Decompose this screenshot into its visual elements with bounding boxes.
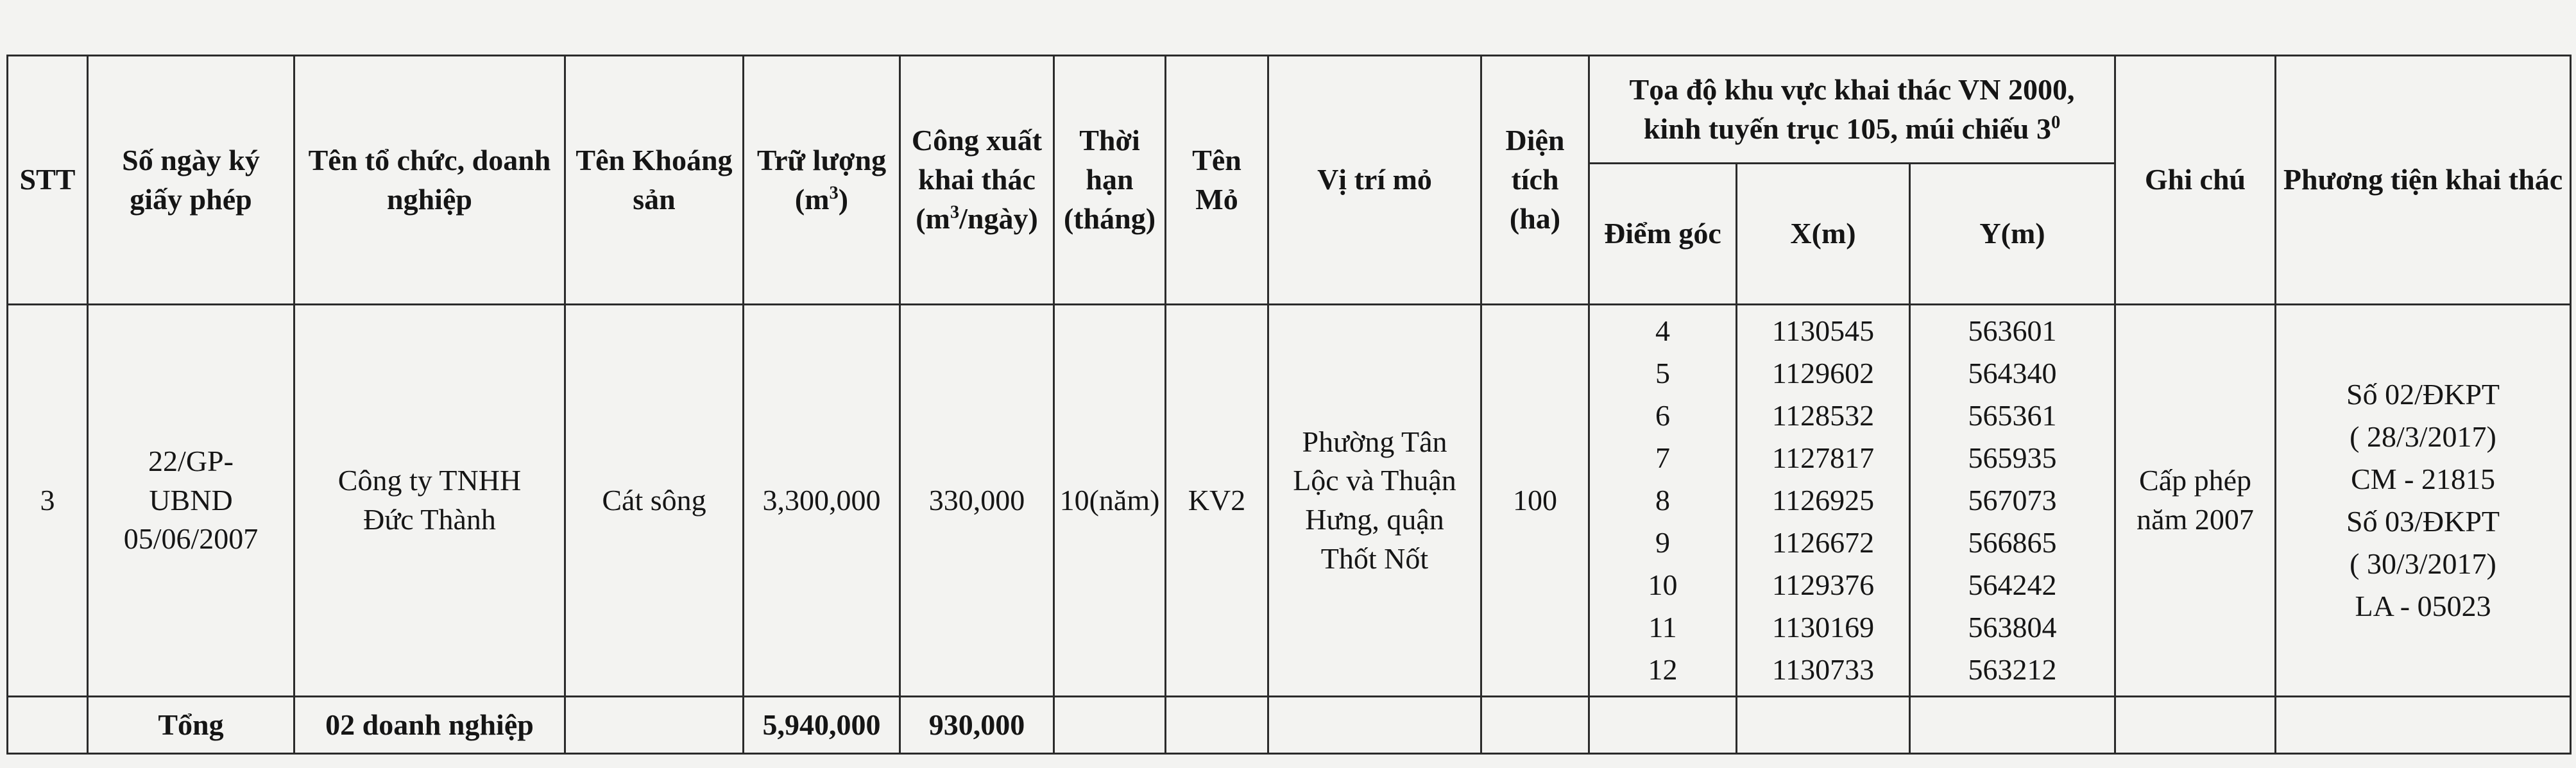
header-coordinates-line2: kinh tuyến trục 105, múi chiếu 3 <box>1643 112 2051 145</box>
cell-mineral: Cát sông <box>565 305 744 697</box>
header-coordinates-group <box>1589 56 2115 164</box>
location-line-3: Hưng, quận <box>1305 503 1444 536</box>
header-x: X(m) <box>1737 164 1910 305</box>
header-note: Ghi chú <box>2115 56 2276 305</box>
header-area: Diện tích (ha) <box>1481 56 1589 305</box>
corner-value: 12 <box>1648 653 1678 686</box>
header-reserve-unit: (m <box>794 182 830 216</box>
corner-value: 11 <box>1648 611 1677 644</box>
corner-list <box>1594 310 1732 691</box>
y-value: 565935 <box>1968 441 2057 474</box>
header-row-1 <box>8 56 2571 164</box>
total-empty-x <box>1737 697 1910 754</box>
x-value: 1129602 <box>1771 357 1875 389</box>
y-value: 567073 <box>1968 484 2057 516</box>
total-empty-vehicles <box>2276 697 2571 754</box>
x-value: 1129376 <box>1771 568 1875 601</box>
location-line-4: Thốt Nốt <box>1320 542 1429 575</box>
cell-location <box>1268 305 1481 697</box>
y-value: 563601 <box>1968 314 2057 347</box>
cell-reserve: 3,300,000 <box>744 305 900 697</box>
cell-corners <box>1589 305 1737 697</box>
header-capacity <box>900 56 1054 305</box>
header-permit: Số ngày ký giấy phép <box>88 56 294 305</box>
cell-x-values <box>1737 305 1910 697</box>
x-list <box>1741 310 1905 691</box>
header-coordinates-line1: Tọa độ khu vực khai thác VN 2000, <box>1629 73 2075 106</box>
total-row <box>8 697 2571 754</box>
header-capacity-unit: (m <box>916 201 950 235</box>
vehicle-line: LA - 05023 <box>2355 590 2491 622</box>
y-value: 563212 <box>1968 653 2057 686</box>
header-mine-name: Tên Mỏ <box>1166 56 1268 305</box>
header-capacity-label: Công xuất khai thác <box>911 124 1043 196</box>
header-reserve-sup: 3 <box>829 183 839 203</box>
permit-line-2: UBND <box>149 483 233 516</box>
y-value: 566865 <box>1968 526 2057 559</box>
permit-line-1: 22/GP- <box>148 444 234 477</box>
total-organizations: 02 doanh nghiệp <box>294 697 565 754</box>
header-reserve-label: Trữ lượng <box>756 143 887 176</box>
cell-capacity: 330,000 <box>900 305 1054 697</box>
total-capacity: 930,000 <box>900 697 1054 754</box>
x-value: 1130169 <box>1771 611 1875 644</box>
total-empty-area <box>1481 697 1589 754</box>
header-reserve-unit-end: ) <box>838 182 849 216</box>
y-value: 564242 <box>1968 568 2057 601</box>
cell-note <box>2115 305 2276 697</box>
header-capacity-unit-end: /ngày) <box>959 201 1038 235</box>
location-line-1: Phường Tân <box>1302 425 1447 458</box>
mining-permit-table <box>6 55 2572 755</box>
y-value: 563804 <box>1968 611 2057 644</box>
corner-value: 10 <box>1648 568 1678 601</box>
corner-value: 4 <box>1655 314 1670 347</box>
x-value: 1126672 <box>1771 526 1875 559</box>
y-value: 564340 <box>1968 357 2057 389</box>
vehicle-line: ( 30/3/2017) <box>2350 547 2496 580</box>
vehicle-line: CM - 21815 <box>2351 463 2495 495</box>
total-empty-mine <box>1166 697 1268 754</box>
header-stt: STT <box>8 56 88 305</box>
x-value: 1126925 <box>1771 484 1875 516</box>
corner-value: 9 <box>1655 526 1670 559</box>
location-line-2: Lộc và Thuận <box>1293 464 1456 497</box>
vehicle-line: ( 28/3/2017) <box>2350 420 2496 453</box>
total-empty-stt <box>8 697 88 754</box>
total-label: Tổng <box>88 697 294 754</box>
header-corner: Điểm góc <box>1589 164 1737 305</box>
cell-permit <box>88 305 294 697</box>
vehicle-line: Số 02/ĐKPT <box>2346 378 2500 411</box>
note-line-2: năm 2007 <box>2137 503 2254 536</box>
header-mineral: Tên Khoáng sản <box>565 56 744 305</box>
total-empty-duration <box>1054 697 1166 754</box>
header-reserve <box>744 56 900 305</box>
y-value: 565361 <box>1968 399 2057 432</box>
org-line-1: Công ty TNHH <box>337 464 522 497</box>
header-coordinates-sup: 0 <box>2051 112 2061 133</box>
total-empty-location <box>1268 697 1481 754</box>
cell-stt: 3 <box>8 305 88 697</box>
header-capacity-sup: 3 <box>950 202 960 223</box>
total-empty-corner <box>1589 697 1737 754</box>
header-organization: Tên tổ chức, doanh nghiệp <box>294 56 565 305</box>
header-duration: Thời hạn (tháng) <box>1054 56 1166 305</box>
corner-value: 8 <box>1655 484 1670 516</box>
corner-value: 5 <box>1655 357 1670 389</box>
total-empty-mineral <box>565 697 744 754</box>
permit-line-3: 05/06/2007 <box>123 522 259 556</box>
x-value: 1130545 <box>1771 314 1875 347</box>
corner-value: 7 <box>1655 441 1670 474</box>
cell-vehicles <box>2276 305 2571 697</box>
cell-y-values <box>1910 305 2115 697</box>
header-vehicles: Phương tiện khai thác <box>2276 56 2571 305</box>
vehicle-line: Số 03/ĐKPT <box>2346 505 2500 538</box>
total-empty-note <box>2115 697 2276 754</box>
vehicle-list <box>2280 373 2566 627</box>
cell-mine-name: KV2 <box>1166 305 1268 697</box>
cell-duration: 10(năm) <box>1054 305 1166 697</box>
y-list <box>1915 310 2110 691</box>
x-value: 1128532 <box>1771 399 1875 432</box>
x-value: 1130733 <box>1771 653 1875 686</box>
header-location: Vị trí mỏ <box>1268 56 1481 305</box>
cell-organization <box>294 305 565 697</box>
total-reserve: 5,940,000 <box>744 697 900 754</box>
x-value: 1127817 <box>1771 441 1875 474</box>
header-y: Y(m) <box>1910 164 2115 305</box>
org-line-2: Đức Thành <box>363 503 496 536</box>
table-row <box>8 305 2571 697</box>
total-empty-y <box>1910 697 2115 754</box>
cell-area: 100 <box>1481 305 1589 697</box>
corner-value: 6 <box>1655 399 1670 432</box>
note-line-1: Cấp phép <box>2139 464 2252 497</box>
